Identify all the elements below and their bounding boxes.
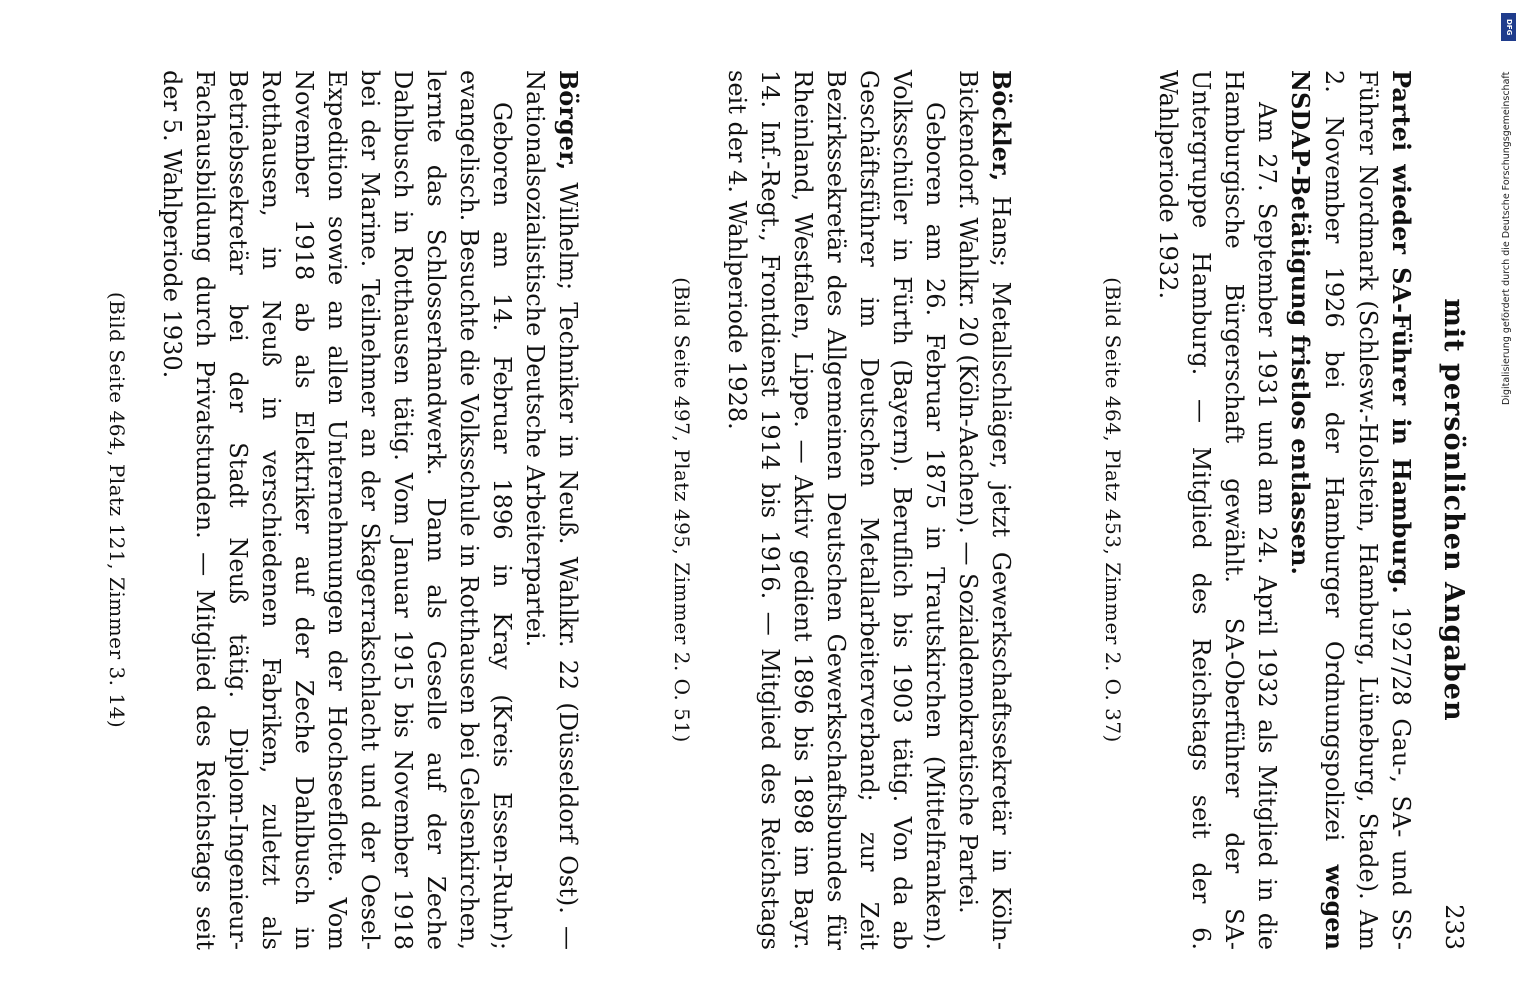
entry-boerger — [100, 70, 585, 950]
margin-strip — [1497, 5, 1521, 995]
entry-heading — [951, 70, 1018, 950]
bold-phrase: wegen NSDAP-Betätigung fristlos entlassen. — [1286, 70, 1349, 950]
entry-continued — [1096, 70, 1418, 950]
entry-boeckler — [665, 70, 1018, 950]
entry-paragraph: Geboren am 26. Februar 1875 in Trautskirchen (Mittelfranken). Volksschüler in Fürth (Bayern). Beruflich bis 1903 tätig. Von da ab Geschäftsführer im Deutschen Metallarbeiterverband; zur Zeit Bezirkssekretär des Allgemeinen Deutschen Gewerkschaftsbundes für Rheinland, Westfalen, Lippe. — Aktiv gedient 1896 bis 1898 im Bayr. 14. Inf.-Regt., Frontdienst 1914 bis 1916. — Mitglied des Reichstags seit der 4. Wahlperiode 1928. — [723, 70, 949, 950]
text-run: Hans; Metallschläger, jetzt Gewerkschaftssekretär in Köln-Bickendorf. Wahlkr. 20 (Köln-Aachen). — Sozialdemokratische Partei. — [954, 70, 1015, 950]
funding-credit: Digitalisierung gefördert durch die Deutsche Forschungsgemeinschaft — [1501, 71, 1512, 405]
text-run: Wilhelm; Techniker in Neuß. Wahlkr. 22 (Düsseldorf Ost). — Nationalsozialistische Deutsche Arbeiterpartei. — [521, 70, 582, 950]
entry-name: Börger, — [554, 70, 583, 171]
photo-reference: (Bild Seite 464, Platz 453, Zimmer 2. O. 37) — [1101, 277, 1125, 743]
running-title: mit persönlichen Angaben — [1438, 298, 1469, 722]
entry-paragraph: Geboren am 14. Februar 1896 in Kray (Kreis Essen-Ruhr); evangelisch. Besuchte die Volksschule in Rotthausen bei Gelsenkirchen, lernte das Schlosserhandwerk. Dann als Geselle auf der Zeche Dahlbusch in Rotthausen tätig. Vom Januar 1915 bis November 1918 bei der Marine. Teilnehmer an der Skagerrakschlacht und der Oesel-Expedition sowie an allen Unternehmungen der Hochseeflotte. Vom November 1918 ab als Elektriker auf der Zeche Dahlbusch in Rotthausen, in Neuß in verschiedenen Fabriken, zuletzt als Betriebssekretär bei der Stadt Neuß tätig. Diplom-Ingenieur-Fachausbildung durch Privatstunden. — Mitglied des Reichstags seit der 5. Wahlperiode 1930. — [158, 70, 516, 950]
entry-paragraph — [1283, 70, 1418, 950]
entry-name: Böckler, — [987, 70, 1016, 182]
page-number: 233 — [1440, 904, 1468, 950]
photo-reference: (Bild Seite 464, Platz 121, Zimmer 3. 14) — [105, 291, 129, 729]
text-run: 1927/28 Gau-, SA- und SS-Führer Nordmark (Schlesw.-Holstein, Hamburg, Lüneburg, Stade). Am 2. November 1926 bei der Hamburger Ordnungspolizei — [1320, 70, 1415, 950]
running-header — [1418, 70, 1470, 950]
entry-heading — [518, 70, 585, 950]
bold-phrase: Partei wieder SA-Führer in Hamburg. — [1387, 70, 1416, 594]
entry-paragraph: Am 27. September 1931 und am 24. April 1932 als Mitglied in die Hamburgische Bürgerschaft gewählt. SA-Oberführer der SA-Untergruppe Hamburg. — Mitglied des Reichstags seit der 6. Wahlperiode 1932. — [1154, 70, 1281, 950]
page-content — [50, 70, 1470, 950]
dfg-logo: DFG — [1501, 13, 1516, 41]
photo-reference: (Bild Seite 497, Platz 495, Zimmer 2. O. 51) — [670, 277, 694, 743]
